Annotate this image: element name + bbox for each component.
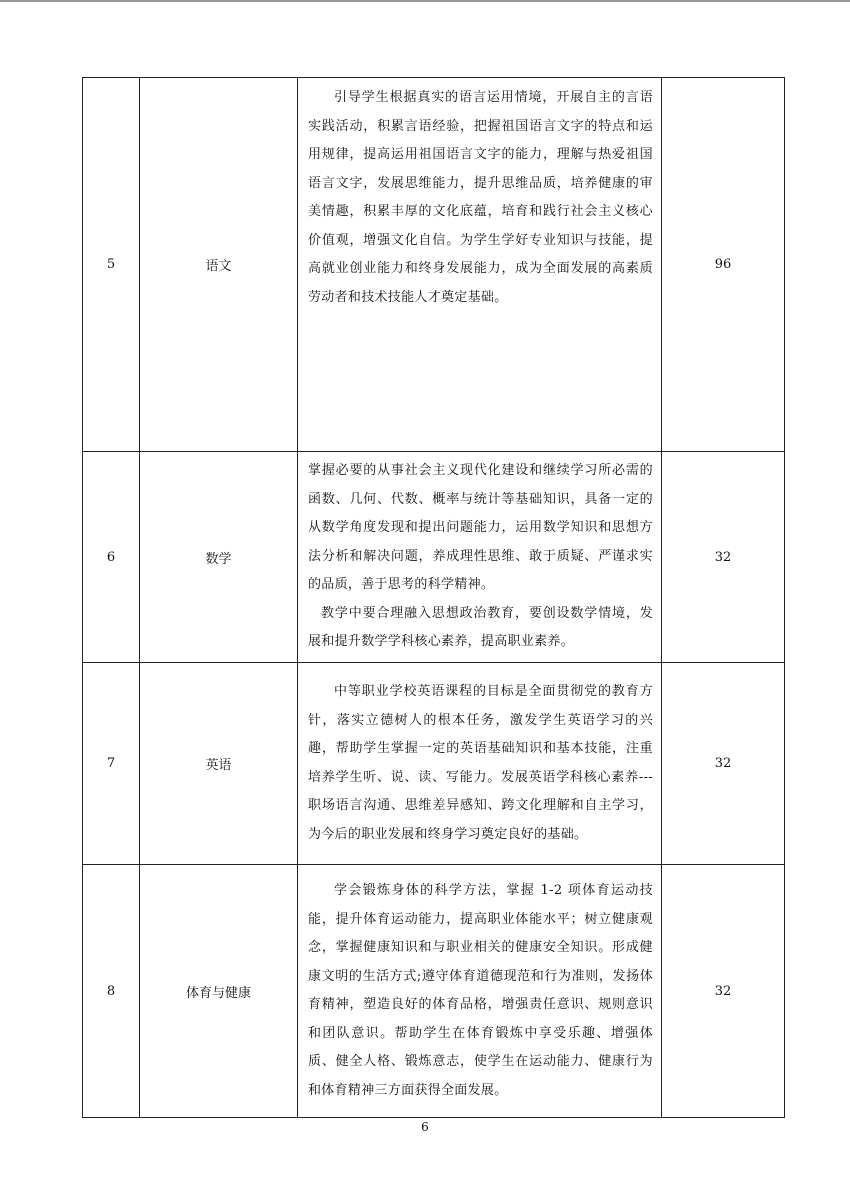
course-number-cell: 5: [83, 78, 140, 452]
description-paragraph: 掌握必要的从事社会主义现代化建设和继续学习所必需的函数、几何、代数、概率与统计等基础知识，具备一定的从数学角度发现和提出问题能力，运用数学知识和思想方法分析和解决问题，养成理性思维、敢于质疑、严谨求实的品质，善于思考的科学精神。: [308, 463, 653, 593]
course-hours-cell: 32: [662, 663, 785, 865]
table-row: [83, 452, 785, 663]
course-description-cell: [298, 78, 662, 452]
description-paragraph: 学会锻炼身体的科学方法，掌握 1-2 项体育运动技能，提升体育运动能力，提高职业体能水平；树立健康观念，掌握健康知识和与职业相关的健康安全知识。形成健康文明的生活方式;遵守体育道德现范和行为准则，发扬体育精神，塑造良好的体育品格，增强责任意识、规则意识和团队意识。帮助学生在体育锻炼中享受乐趣、增强体质、健全人格、锻炼意志，使学生在运动能力、健康行为和体育精神三方面获得全面发展。: [308, 883, 653, 1098]
top-border-line: [0, 0, 850, 2]
table-row: [83, 865, 785, 1118]
course-number-cell: 8: [83, 865, 140, 1118]
course-description-cell: [298, 865, 662, 1118]
course-table: [82, 77, 785, 1118]
course-name-cell: 语文: [140, 78, 298, 452]
description-paragraph: 中等职业学校英语课程的目标是全面贯彻党的教育方针，落实立德树人的根本任务，激发学生英语学习的兴趣，帮助学生掌握一定的英语基础知识和基本技能，注重培养学生听、说、读、写能力。发展英语学科核心素养---职场语言沟通、思维差异感知、跨文化理解和自主学习，为今后的职业发展和终身学习奠定良好的基础。: [308, 684, 653, 842]
course-description-cell: [298, 452, 662, 663]
course-name-cell: 数学: [140, 452, 298, 663]
course-hours-cell: 32: [662, 865, 785, 1118]
course-name-cell: 体育与健康: [140, 865, 298, 1118]
course-description-cell: [298, 663, 662, 865]
table-row: [83, 78, 785, 452]
description-paragraph: 教学中要合理融入思想政治教育，要创设数学情境，发展和提升数学学科核心素养，提高职业素养。: [308, 605, 653, 650]
page-number: 6: [421, 1120, 429, 1134]
course-number-cell: 7: [83, 663, 140, 865]
course-hours-cell: 96: [662, 78, 785, 452]
course-number-cell: 6: [83, 452, 140, 663]
course-hours-cell: 32: [662, 452, 785, 663]
table-row: [83, 663, 785, 865]
course-name-cell: 英语: [140, 663, 298, 865]
description-paragraph: 引导学生根据真实的语言运用情境，开展自主的言语实践活动，积累言语经验，把握祖国语言文字的特点和运用规律，提高运用祖国语言文字的能力，理解与热爱祖国语言文字，发展思维能力，提升思维品质，培养健康的审美情趣，积累丰厚的文化底蕴，培育和践行社会主义核心价值观，增强文化自信。为学生学好专业知识与技能，提高就业创业能力和终身发展能力，成为全面发展的高素质劳动者和技术技能人才奠定基础。: [308, 90, 653, 305]
